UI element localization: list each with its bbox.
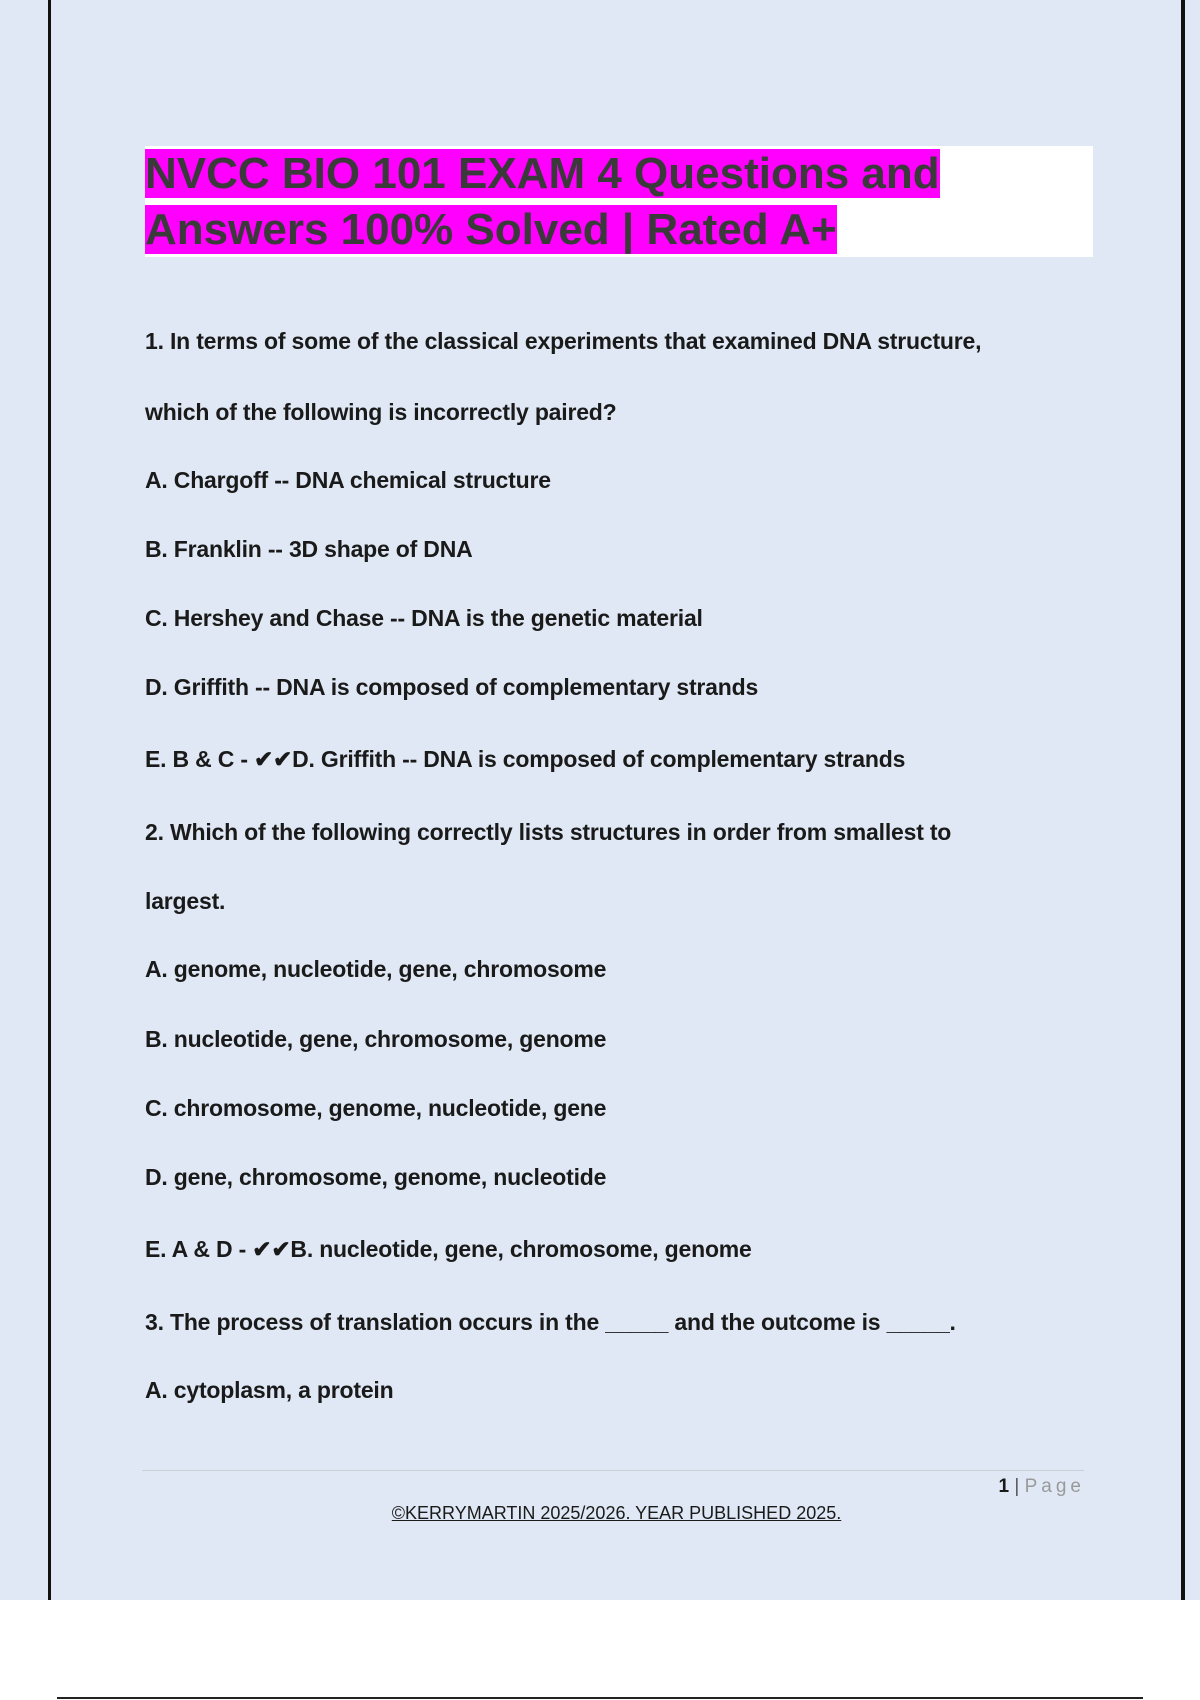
question-2-option-e-answer: E. A & D - ✔✔B. nucleotide, gene, chromosome, genome <box>145 1236 752 1262</box>
question-2-option-d: D. gene, chromosome, genome, nucleotide <box>145 1164 607 1190</box>
question-1-option-c: C. Hershey and Chase -- DNA is the genetic material <box>145 605 703 631</box>
question-3-option-a: A. cytoplasm, a protein <box>145 1377 394 1403</box>
question-2-line-1: 2. Which of the following correctly lists structures in order from smallest to <box>145 819 952 845</box>
copyright-notice: ©KERRYMARTIN 2025/2026. YEAR PUBLISHED 2025. <box>391 1503 842 1523</box>
footer-divider <box>142 1470 1084 1471</box>
question-1-option-a: A. Chargoff -- DNA chemical structure <box>145 467 551 493</box>
question-2-option-a: A. genome, nucleotide, gene, chromosome <box>145 956 607 982</box>
page-number <box>999 1476 1085 1498</box>
page-border-left <box>48 0 51 1600</box>
question-2-line-2: largest. <box>145 888 226 914</box>
question-2-option-c: C. chromosome, genome, nucleotide, gene <box>145 1095 607 1121</box>
question-1-option-d: D. Griffith -- DNA is composed of complementary strands <box>145 674 759 700</box>
page-number-separator: | <box>1014 1476 1020 1497</box>
question-3-line-1: 3. The process of translation occurs in the _____ and the outcome is _____. <box>145 1309 956 1335</box>
title-line-1: NVCC BIO 101 EXAM 4 Questions and <box>145 149 940 198</box>
question-1-option-e-answer: E. B & C - ✔✔D. Griffith -- DNA is composed of complementary strands <box>145 746 906 772</box>
question-1-option-b: B. Franklin -- 3D shape of DNA <box>145 536 473 562</box>
page-number-value: 1 <box>998 1476 1010 1497</box>
page-word: Page <box>1024 1476 1085 1497</box>
question-2-option-b: B. nucleotide, gene, chromosome, genome <box>145 1026 607 1052</box>
question-1-line-2: which of the following is incorrectly paired? <box>145 399 617 425</box>
document-title <box>145 146 1045 258</box>
bottom-divider <box>57 1697 1143 1699</box>
title-line-2: Answers 100% Solved | Rated A+ <box>145 205 837 254</box>
question-1-line-1: 1. In terms of some of the classical experiments that examined DNA structure, <box>145 328 982 354</box>
page-border-right <box>1181 0 1185 1600</box>
